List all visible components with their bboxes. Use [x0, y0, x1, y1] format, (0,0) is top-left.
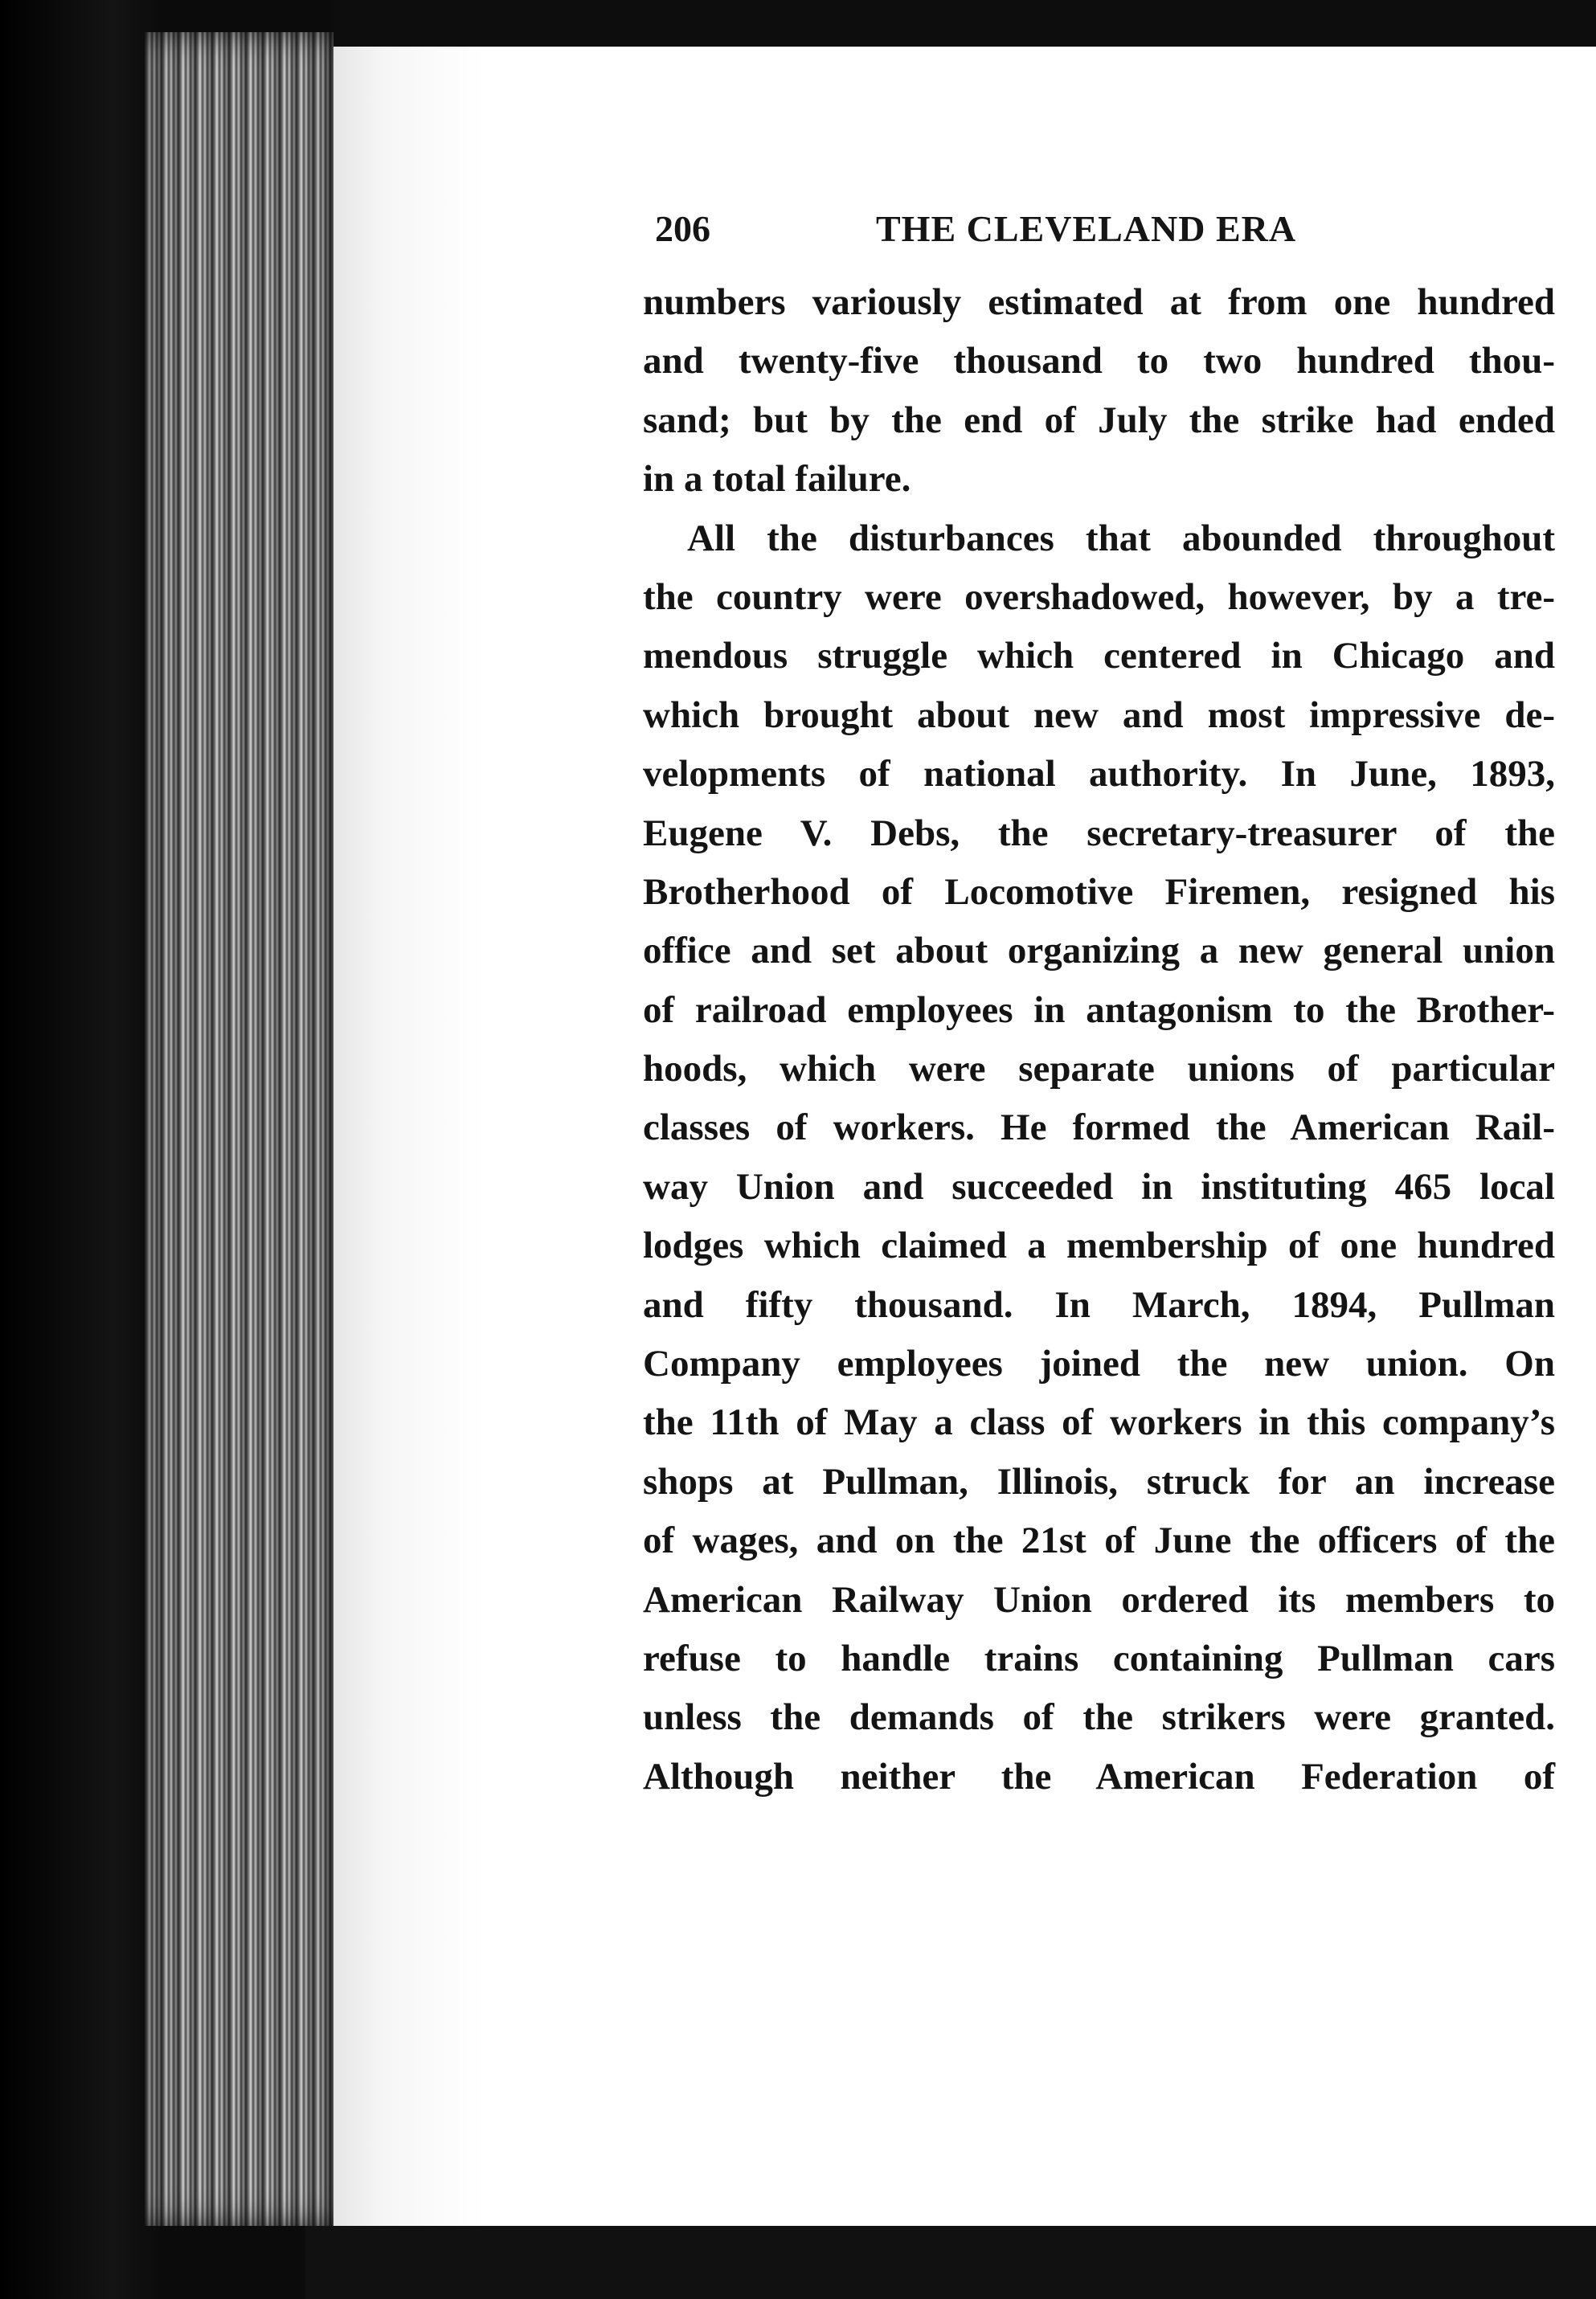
body-text [643, 273, 1555, 1806]
text-line: Although neither the American Federation of [643, 1755, 1555, 1798]
text-line: office and set about organizing a new general union [643, 930, 1555, 972]
text-line: the country were overshadowed, however, by a tre- [643, 575, 1555, 618]
text-line: mendous struggle which centered in Chicago and [643, 635, 1555, 677]
page-number: 206 [655, 208, 710, 249]
scan-left-shadow [0, 0, 161, 2299]
scan-top-margin [334, 0, 1596, 47]
text-line: shops at Pullman, Illinois, struck for an increase [643, 1460, 1555, 1503]
text-line: velopments of national authority. In June, 1893, [643, 753, 1555, 796]
text-line: and twenty-five thousand to two hundred thou- [643, 340, 1555, 382]
text-line: the 11th of May a class of workers in this company’s [643, 1401, 1555, 1444]
text-line: of wages, and on the 21st of June the officers of the [643, 1520, 1555, 1562]
text-line: sand; but by the end of July the strike had ended [643, 399, 1555, 441]
text-line: which brought about new and most impressive de- [643, 693, 1555, 736]
scan-bottom-margin [305, 2226, 1596, 2299]
text-line: Brotherhood of Locomotive Firemen, resigned his [643, 870, 1555, 913]
text-line: American Railway Union ordered its members to [643, 1578, 1555, 1621]
text-line: in a total failure. [643, 458, 911, 501]
text-line: hoods, which were separate unions of particular [643, 1048, 1555, 1090]
text-line: refuse to handle trains containing Pullman cars [643, 1637, 1555, 1679]
text-line: lodges which claimed a membership of one hundred [643, 1225, 1555, 1267]
text-line: numbers variously estimated at from one hundred [643, 281, 1555, 323]
text-line: All the disturbances that abounded throughout [687, 517, 1555, 559]
text-line: of railroad employees in antagonism to the Brother- [643, 988, 1555, 1031]
text-line: unless the demands of the strikers were granted. [643, 1696, 1555, 1739]
paragraph-1 [643, 273, 1555, 509]
text-line: Eugene V. Debs, the secretary-treasurer of the [643, 812, 1555, 854]
page-header [655, 207, 1547, 264]
running-title: THE CLEVELAND ERA [876, 208, 1297, 249]
paragraph-2 [643, 509, 1555, 1807]
text-line: classes of workers. He formed the American Rail- [643, 1107, 1555, 1149]
book-fore-edge [145, 32, 338, 2226]
text-line: and fifty thousand. In March, 1894, Pullman [643, 1283, 1555, 1326]
text-line: Company employees joined the new union. On [643, 1343, 1555, 1385]
text-line: way Union and succeeded in instituting 465 local [643, 1165, 1555, 1208]
